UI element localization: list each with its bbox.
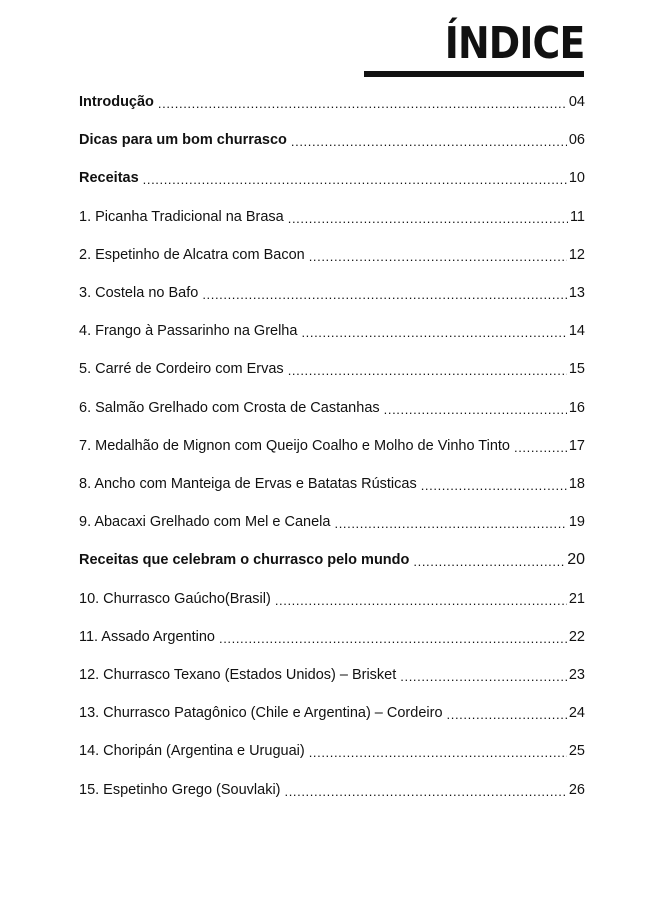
toc-entry[interactable] [79,663,585,685]
toc-entry-page-number: 22 [568,628,585,645]
toc-dot-leader [447,703,567,723]
toc-entry-title: 2. Espetinho de Alcatra com Bacon [79,246,305,263]
toc-entry-title: 5. Carré de Cordeiro com Ervas [79,361,284,378]
toc-dot-leader [288,359,567,379]
toc-entry[interactable] [79,548,585,570]
toc-entry-page-number: 20 [567,551,585,569]
toc-entry-page-number: 16 [568,399,585,416]
toc-entry[interactable] [79,396,585,418]
toc-entry-page-number: 18 [568,476,585,492]
title-underline [364,71,584,77]
toc-entry[interactable] [79,128,585,150]
toc-entry-page-number: 25 [568,743,585,760]
toc-entry-title: 6. Salmão Grelhado com Crosta de Castanhas [79,399,380,416]
toc-entry[interactable] [79,90,585,112]
toc-entry-page-number: 23 [568,667,585,683]
toc-dot-leader [202,283,567,303]
toc-dot-leader [219,627,567,647]
toc-dot-leader [400,665,567,685]
toc-dot-leader [421,474,567,494]
toc-dot-leader [309,245,567,265]
toc-entry-page-number: 06 [568,132,585,149]
toc-entry-page-number: 26 [568,781,585,798]
toc-entry[interactable] [79,357,585,379]
toc-entry-page-number: 04 [568,94,585,110]
toc-entry-title: 15. Espetinho Grego (Souvlaki) [79,781,281,798]
toc-entry[interactable] [79,778,585,800]
toc-entry[interactable] [79,625,585,647]
toc-entry-title: 1. Picanha Tradicional na Brasa [79,208,284,225]
toc-entry-title: 4. Frango à Passarinho na Grelha [79,323,298,340]
toc-entry-title: 3. Costela no Bafo [79,285,199,301]
toc-entry-title: Receitas [79,170,139,187]
toc-entry[interactable] [79,434,585,456]
toc-entry[interactable] [79,510,585,532]
toc-dot-leader [158,92,567,112]
toc-entry[interactable] [79,701,585,723]
toc-entry-page-number: 10 [568,170,585,187]
toc-entry-title: 10. Churrasco Gaúcho(Brasil) [79,590,271,607]
toc-dot-leader [309,741,567,761]
toc-entry-page-number: 11 [569,208,585,225]
toc-entry-page-number: 19 [568,514,585,531]
toc-entry-title: 11. Assado Argentino [79,628,215,645]
toc-entry-page-number: 17 [568,437,585,454]
toc-entry-title: 7. Medalhão de Mignon com Queijo Coalho e Molho de Vinho Tinto [79,437,510,454]
toc-entry-title: 14. Choripán (Argentina e Uruguai) [79,743,305,760]
toc-entry-title: 13. Churrasco Patagônico (Chile e Argentina) – Cordeiro [79,705,443,722]
toc-dot-leader [288,207,568,227]
toc-entry[interactable] [79,205,585,227]
toc-dot-leader [301,321,566,341]
toc-entry-page-number: 15 [568,361,585,378]
toc-entry[interactable] [79,281,585,303]
toc-entry-title: 12. Churrasco Texano (Estados Unidos) – Brisket [79,667,397,683]
toc-dot-leader [413,550,565,570]
toc-dot-leader [143,168,567,188]
toc-dot-leader [514,436,567,456]
toc-dot-leader [334,512,566,532]
toc-entry[interactable] [79,243,585,265]
toc-entry-page-number: 24 [568,705,585,722]
toc-entry-title: Introdução [79,94,154,110]
toc-entry-title: 9. Abacaxi Grelhado com Mel e Canela [79,514,331,531]
toc-entry-title: Dicas para um bom churrasco [79,132,287,149]
toc-entry[interactable] [79,319,585,341]
toc-entry[interactable] [79,587,585,609]
toc-entry[interactable] [79,166,585,188]
toc-entry[interactable] [79,472,585,494]
toc-entry-page-number: 13 [568,285,585,301]
page-title: ÍNDICE [444,18,584,69]
toc-entry-page-number: 12 [568,246,585,263]
toc-dot-leader [285,780,567,800]
toc-entry-page-number: 14 [568,323,585,340]
toc-entry-title: Receitas que celebram o churrasco pelo mundo [79,552,410,569]
toc-dot-leader [275,589,567,609]
toc-dot-leader [291,130,567,150]
toc-entry[interactable] [79,739,585,761]
toc-entry-title: 8. Ancho com Manteiga de Ervas e Batatas Rústicas [79,476,417,492]
toc-entry-page-number: 21 [568,590,585,607]
toc-dot-leader [384,398,567,418]
